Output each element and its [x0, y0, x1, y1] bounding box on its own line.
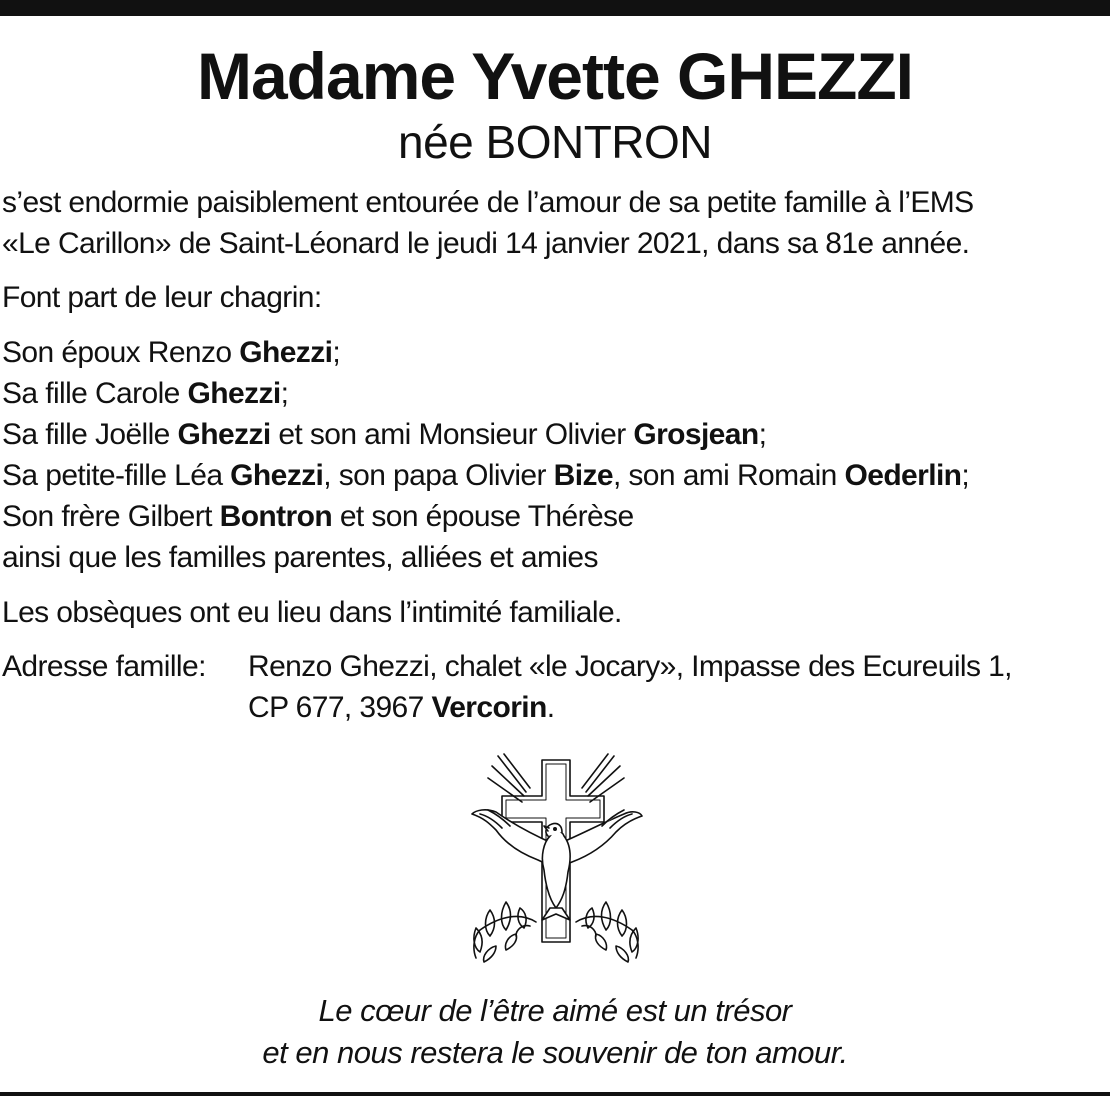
relative-text: Sa fille Joëlle — [2, 418, 178, 451]
deceased-name: Madame Yvette GHEZZI — [196, 39, 914, 113]
closing-quote — [0, 990, 1110, 1074]
relative-text: , son papa Olivier — [323, 459, 554, 492]
relative-line — [2, 455, 1110, 496]
font-part-line: Font part de leur chagrin: — [2, 281, 322, 314]
relative-text: Son frère Gilbert — [2, 500, 220, 533]
top-rule — [0, 0, 1110, 16]
address-text: . — [546, 691, 555, 724]
address-line-1: Renzo Ghezzi, chalet «le Jocary», Impasse des Ecureuils 1, — [248, 650, 1012, 683]
relative-surname: Ghezzi — [187, 377, 281, 410]
relative-surname: Ghezzi — [177, 418, 271, 451]
intro-paragraph — [2, 182, 1110, 264]
address-label: Adresse famille: — [2, 650, 206, 683]
dove — [472, 810, 642, 920]
relative-text: ; — [332, 336, 341, 369]
intro-line-2: «Le Carillon» de Saint-Léonard le jeudi 14 janvier 2021, dans sa 81e année. — [2, 227, 970, 260]
cross-dove-olive-branches-icon — [466, 752, 646, 970]
relative-line — [2, 332, 1110, 373]
maiden-name: née BONTRON — [397, 116, 713, 168]
relative-text: Son époux Renzo — [2, 336, 240, 369]
relative-line — [2, 496, 1110, 537]
address-line-2 — [248, 687, 554, 728]
intro-line-1: s’est endormie paisiblement entourée de l’amour de sa petite famille à l’EMS — [2, 186, 974, 219]
relative-text: et son épouse Thérèse — [332, 500, 634, 533]
relative-text: et son ami Monsieur Olivier — [270, 418, 634, 451]
relative-surname: Ghezzi — [239, 336, 333, 369]
relative-text: ; — [280, 377, 289, 410]
relative-surname: Oederlin — [844, 459, 962, 492]
relative-text: ; — [758, 418, 767, 451]
relative-line: ainsi que les familles parentes, alliées et amies — [2, 541, 598, 574]
relative-text: Sa petite-fille Léa — [2, 459, 231, 492]
relative-surname: Bontron — [219, 500, 333, 533]
relative-text: , son ami Romain — [612, 459, 845, 492]
relative-line — [2, 373, 1110, 414]
olive-branch-left — [474, 902, 536, 962]
rays — [488, 754, 624, 802]
address-town: Vercorin — [431, 691, 547, 724]
relatives-list — [2, 332, 1110, 578]
relative-text: ; — [961, 459, 970, 492]
quote-line-1: Le cœur de l’être aimé est un trésor — [318, 993, 792, 1028]
quote-line-2: et en nous restera le souvenir de ton amour. — [262, 1035, 848, 1070]
bottom-rule — [0, 1092, 1110, 1096]
address-text: CP 677, 3967 — [248, 691, 432, 724]
relative-surname: Grosjean — [633, 418, 759, 451]
relative-surname: Bize — [553, 459, 613, 492]
relative-surname: Ghezzi — [230, 459, 324, 492]
relative-text: Sa fille Carole — [2, 377, 188, 410]
funeral-notice: Les obsèques ont eu lieu dans l’intimité familiale. — [2, 596, 622, 629]
olive-branch-right — [576, 902, 638, 962]
relative-line — [2, 414, 1110, 455]
